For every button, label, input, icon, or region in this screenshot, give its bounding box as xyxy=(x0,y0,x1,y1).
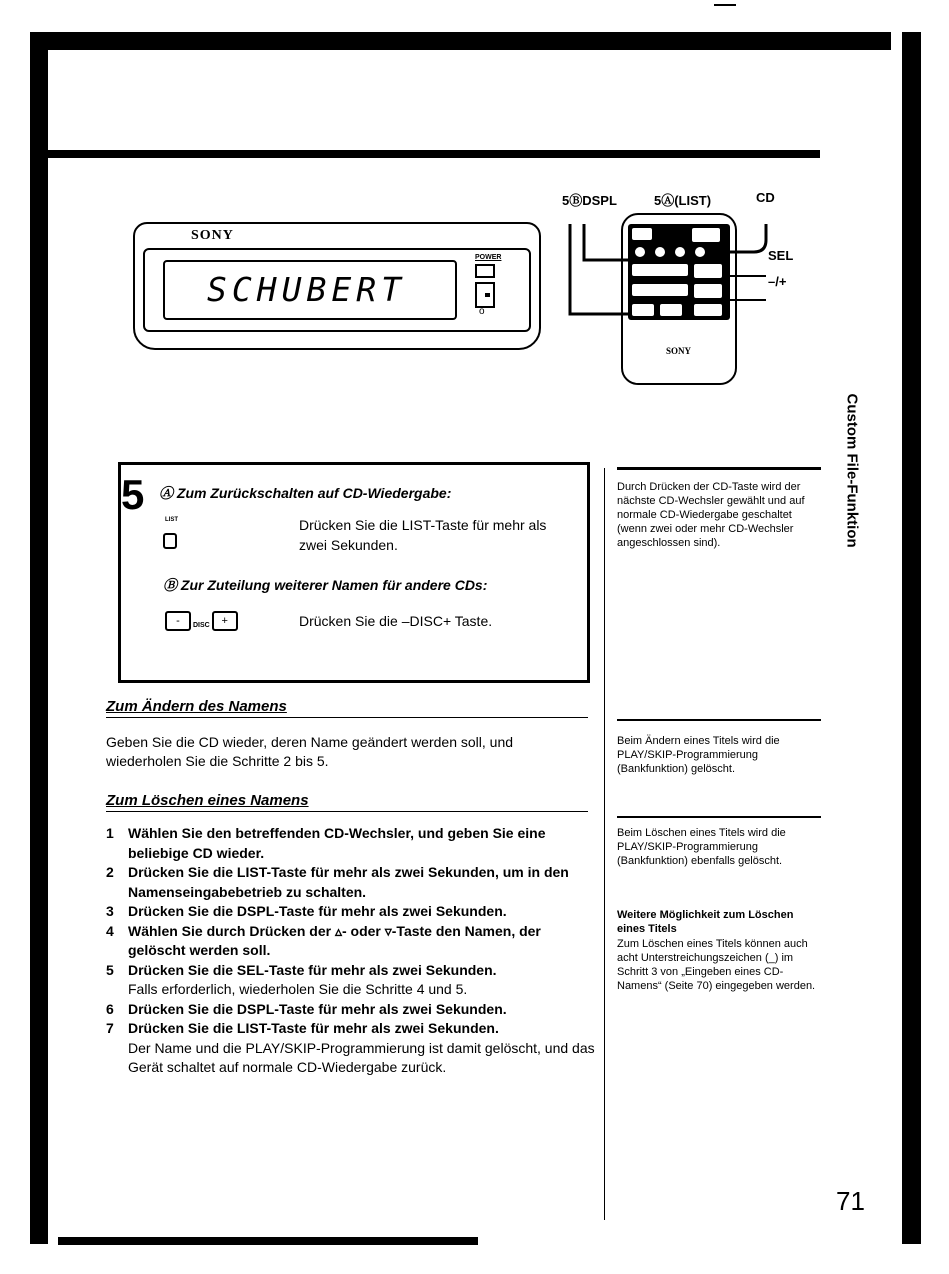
remote-label-5a: 5Ⓐ(LIST) xyxy=(654,193,712,208)
step5-number: 5 xyxy=(121,471,145,518)
sidebar-rule-2 xyxy=(617,719,821,721)
display-screen xyxy=(163,260,457,320)
step-text: Wählen Sie durch Drücken der ▵- oder ▿-Taste den Namen, der gelöscht werden soll. xyxy=(128,922,541,958)
disc-plus-label: + xyxy=(221,615,228,627)
power-button[interactable] xyxy=(475,264,495,278)
step-number: 4 xyxy=(106,922,114,939)
delete-step-2 xyxy=(106,863,596,902)
remote-label-sel: SEL xyxy=(768,248,794,263)
remote-body xyxy=(560,208,820,390)
bottom-bar xyxy=(58,1237,478,1245)
step-text: Wählen Sie den betreffenden CD-Wechsler, und geben Sie eine beliebige CD wieder. xyxy=(128,825,546,861)
step-number: 5 xyxy=(106,961,114,978)
page-number: 71 xyxy=(836,1186,865,1216)
eject-icon xyxy=(485,293,490,297)
header-rule xyxy=(48,150,820,158)
step-number: 6 xyxy=(106,1000,114,1017)
sidebar-rule-1 xyxy=(617,467,821,470)
step-number: 7 xyxy=(106,1020,114,1036)
delete-rule xyxy=(106,811,588,812)
list-button-icon xyxy=(163,533,177,549)
sidebar-note-3: Beim Löschen eines Titels wird die PLAY/SKIP-Programmierung (Bankfunktion) ebenfalls gelöscht. xyxy=(617,827,786,867)
remote-label-plusminus: –/+ xyxy=(768,274,787,289)
change-rule xyxy=(106,717,588,718)
left-bar xyxy=(30,32,48,1244)
sidebar-rule-3 xyxy=(617,816,821,818)
side-tab xyxy=(838,395,862,571)
disc-label: DISC xyxy=(193,622,210,629)
remote-illustration xyxy=(560,190,820,390)
delete-heading: Zum Löschen eines Namens xyxy=(106,792,309,809)
step-number: 1 xyxy=(106,825,114,841)
change-body: Geben Sie die CD wieder, deren Name geändert werden soll, und wiederholen Sie die Schritte 2 bis 5. xyxy=(106,734,514,769)
step5-a-heading: Ⓐ Zum Zurückschalten auf CD-Wiedergabe: xyxy=(159,485,452,501)
sidebar-note-2: Beim Ändern eines Titels wird die PLAY/SKIP-Programmierung (Bankfunktion) gelöscht. xyxy=(617,735,780,775)
side-tab-label: Custom File-Funktion xyxy=(843,393,861,548)
remote-label-cd: CD xyxy=(756,190,775,205)
display-inner-frame xyxy=(143,248,531,332)
step-text: Drücken Sie die LIST-Taste für mehr als zwei Sekunden, um in den Namenseingabebetrieb zu schalten. xyxy=(128,864,569,900)
step5-a-text: Drücken Sie die LIST-Taste für mehr als zwei Sekunden. xyxy=(299,517,547,553)
sidebar-tip-body: Zum Löschen eines Titels können auch acht Unterstreichungszeichen (_) im Schritt 3 von „Eingeben eines CD-Namens“ (Seite 70) eingegeben werden. xyxy=(617,938,816,992)
delete-step-4 xyxy=(106,922,596,961)
step-number: 2 xyxy=(106,864,114,880)
list-key-label: LIST xyxy=(165,517,178,523)
sidebar-divider xyxy=(604,468,605,1220)
power-label: POWER xyxy=(475,254,502,261)
remote-label-5b: 5ⒷDSPL xyxy=(562,193,617,208)
step5-box xyxy=(118,462,590,683)
delete-step-3 xyxy=(106,902,596,922)
sidebar-note-1: Durch Drücken der CD-Taste wird der nächste CD-Wechsler gewählt und auf normale CD-Wiedergabe geschaltet (wenn zwei oder mehr CD-Wechsler angeschlossen sind). xyxy=(617,481,805,549)
display-brand: SONY xyxy=(191,228,234,243)
step-number: 3 xyxy=(106,903,114,919)
delete-steps xyxy=(106,824,596,1078)
delete-step-5 xyxy=(106,961,596,1000)
delete-step-7 xyxy=(106,1019,596,1078)
disc-buttons xyxy=(165,611,238,631)
top-bar xyxy=(30,32,891,50)
step5-b-heading: Ⓑ Zur Zuteilung weiterer Namen für andere CDs: xyxy=(163,577,488,593)
car-unit-display xyxy=(133,222,541,350)
step-text: Drücken Sie die LIST-Taste für mehr als zwei Sekunden. xyxy=(128,1020,499,1036)
step-text: Drücken Sie die DSPL-Taste für mehr als zwei Sekunden. xyxy=(128,1000,507,1017)
disc-plus-button[interactable] xyxy=(212,611,238,631)
delete-step-6 xyxy=(106,1000,596,1020)
disc-minus-button[interactable] xyxy=(165,611,191,631)
sidebar-tip-heading: Weitere Möglichkeit zum Löschen eines Titels xyxy=(617,909,794,935)
step-text: Drücken Sie die SEL-Taste für mehr als zwei Sekunden. xyxy=(128,961,497,978)
right-bar xyxy=(902,32,921,1244)
indicator: o xyxy=(479,306,485,317)
display-text: SCHUBERT xyxy=(207,270,406,309)
step-text: Drücken Sie die DSPL-Taste für mehr als zwei Sekunden. xyxy=(128,903,507,919)
eject-button[interactable] xyxy=(475,282,495,308)
delete-step-1 xyxy=(106,824,596,863)
step-note: Der Name und die PLAY/SKIP-Programmierung ist damit gelöscht, und das Gerät schaltet auf normale CD-Wiedergabe zurück. xyxy=(128,1039,595,1075)
disc-minus-label: - xyxy=(176,615,180,627)
corner-mark xyxy=(714,4,736,6)
change-heading: Zum Ändern des Namens xyxy=(106,698,287,715)
step5-b-text: Drücken Sie die –DISC+ Taste. xyxy=(299,613,493,629)
step-note: Falls erforderlich, wiederholen Sie die Schritte 4 und 5. xyxy=(128,981,468,997)
remote-brand: SONY xyxy=(666,346,692,356)
